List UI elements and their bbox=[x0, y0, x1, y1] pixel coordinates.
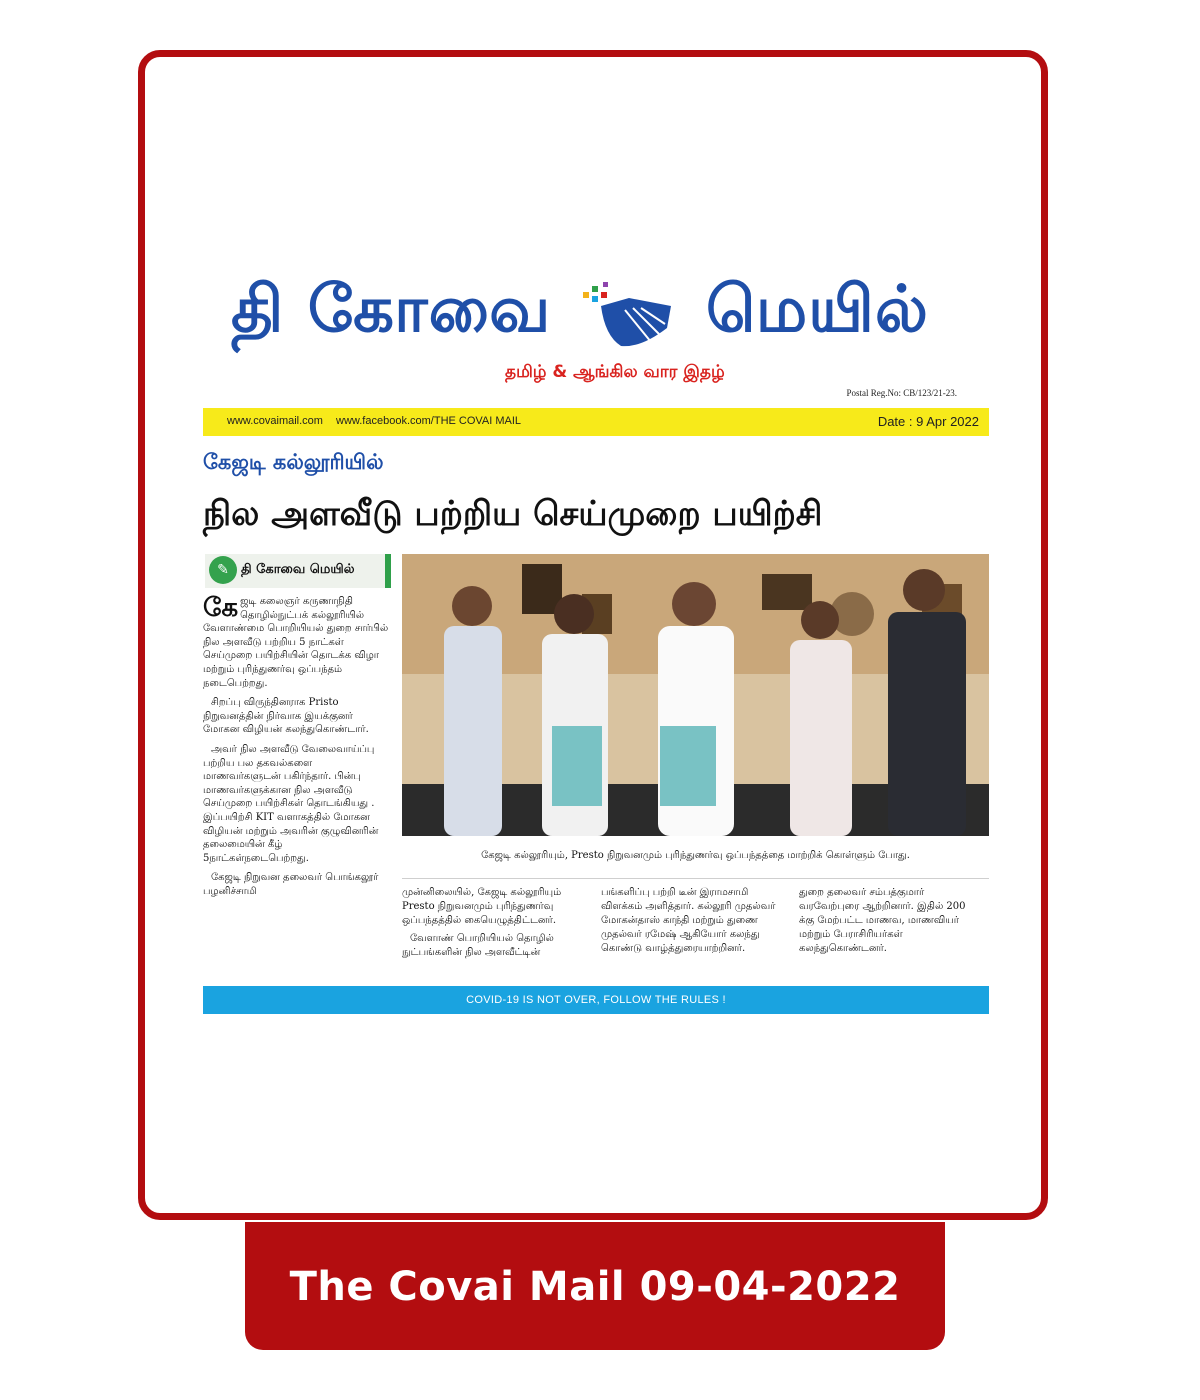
article-left-column bbox=[203, 595, 389, 904]
facebook-link: www.facebook.com/THE COVAI MAIL bbox=[336, 415, 522, 427]
info-links bbox=[227, 415, 521, 427]
masthead-subtitle: தமிழ் & ஆங்கில வார இதழ் bbox=[505, 362, 725, 382]
footer-banner: COVID-19 IS NOT OVER, FOLLOW THE RULES ! bbox=[203, 986, 989, 1014]
masthead-title-right: மெயில் bbox=[705, 272, 930, 347]
clipping-title-tab bbox=[245, 1222, 945, 1350]
article-photo bbox=[402, 554, 989, 836]
masthead-logo-icon bbox=[581, 280, 677, 350]
article-paragraph: அவர் நில அளவீடு வேலைவாய்ப்பு பற்றிய பல தகவல்களை மாணவர்களுடன் பகிர்ந்தார். பின்பு மாணவர்களுக்கான நில அளவீடு செய்முறை பயிற்சிகள் தொடங்கியது . இப்பயிற்சி KIT வளாகத்தில் மோகன விழியன் மற்றும் அவரின் குழுவினரின் தலைமையின் கீழ் 5நாட்கள்நடைபெற்றது. bbox=[203, 743, 379, 864]
article-paragraph: துறை தலைவர் சம்பத்குமார் வரவேற்புரை ஆற்றினார். இதில் 200 க்கு மேற்பட்ட மாணவ, மாணவியர் மற்றும் பேராசிரியர்கள் கலந்துகொண்டனர். bbox=[799, 887, 966, 954]
photo-caption: கேஜடி கல்லூரியும், Presto நிறுவனமும் புரிந்துணர்வு ஒப்பந்தத்தை மாற்றிக் கொள்ளும் போது. bbox=[481, 850, 910, 861]
article-headline: நில அளவீடு பற்றிய செய்முறை பயிற்சி bbox=[203, 494, 823, 534]
article-column-3 bbox=[601, 886, 785, 960]
postal-registration: Postal Reg.No: CB/123/21-23. bbox=[846, 388, 957, 398]
pen-icon: ✎ bbox=[209, 556, 237, 584]
info-bar bbox=[203, 408, 989, 436]
article-kicker: கேஜடி கல்லூரியில் bbox=[203, 450, 384, 474]
lead-text: ஜடி கலைஞர் கருணாநிதி தொழில்நுட்பக் கல்லூரியில் வேளாண்மை பொறியியல் துறை சார்பில் நில அளவீடு பற்றிய 5 நாட்கள் செய்முறை பயிற்சியின் தொடக்க விழா மற்றும் புரிந்துணர்வு ஒப்பந்தம் நடைபெற்றது. bbox=[203, 596, 389, 689]
column-badge-label: தி கோவை மெயில் bbox=[241, 562, 355, 577]
newspaper-clipping bbox=[203, 262, 989, 1014]
article-paragraph: பங்களிப்பு பற்றி டீன் இராமசாமி விளக்கம் அளித்தார். கல்லூரி முதல்வர் மோகன்தாஸ் காந்தி மற்றும் துணை முதல்வர் ரமேஷ் ஆகியோர் கலந்து கொண்டு வாழ்த்துரையாற்றினர். bbox=[601, 887, 776, 954]
article-paragraph: முன்னிலையில், கேஜடி கல்லூரியும் Presto நிறுவனமும் புரிந்துணர்வு ஒப்பந்தத்தில் கையெழுத்திட்டனர். bbox=[402, 887, 562, 926]
issue-date: Date : 9 Apr 2022 bbox=[877, 414, 979, 429]
clipping-title: The Covai Mail 09-04-2022 bbox=[289, 1264, 901, 1310]
group-photo-image bbox=[402, 554, 989, 836]
article-paragraph: சிறப்பு விருந்தினராக Pristo நிறுவனத்தின் நிர்வாக இயக்குனர் மோகன விழியன் கலந்துகொண்டார். bbox=[203, 697, 369, 736]
article-paragraph: வேளாண் பொறியியல் தொழில் நுட்பங்களின் நில அளவீட்டின் bbox=[402, 933, 554, 958]
masthead bbox=[203, 262, 989, 408]
website-link: www.covaimail.com bbox=[227, 415, 323, 427]
article-column-4 bbox=[799, 886, 983, 960]
drop-cap: கே bbox=[203, 593, 239, 623]
article-lead bbox=[203, 595, 389, 690]
article-column-2 bbox=[402, 886, 586, 964]
divider bbox=[402, 878, 989, 879]
masthead-title bbox=[231, 272, 929, 355]
masthead-title-left: தி கோவை bbox=[231, 272, 552, 347]
column-badge bbox=[205, 554, 391, 588]
article-paragraph: கேஜடி நிறுவன தலைவர் பொங்கலூர் பழனிச்சாமி bbox=[203, 872, 379, 897]
